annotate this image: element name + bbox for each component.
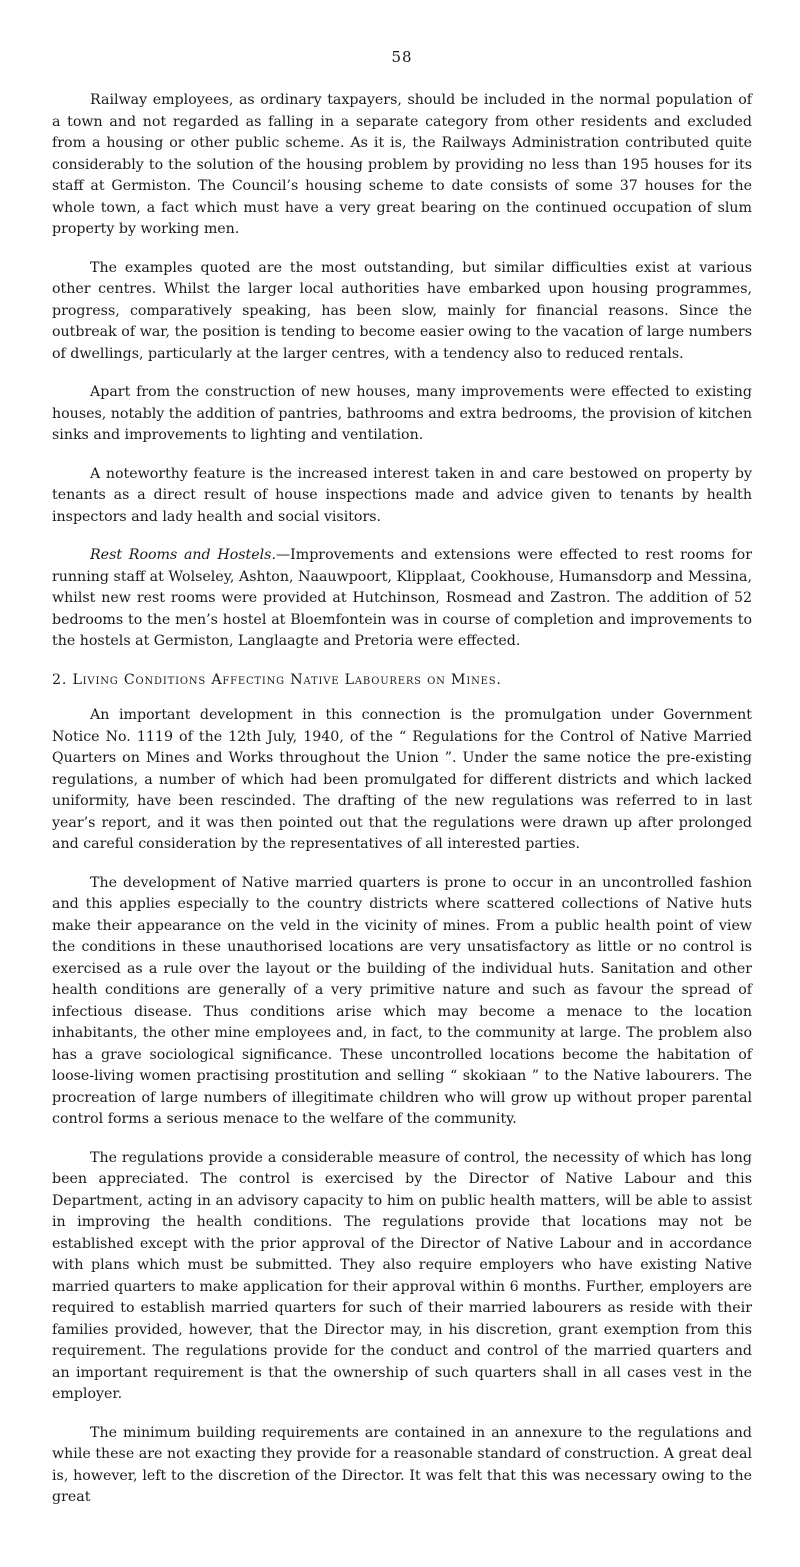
page-number: 58: [391, 48, 413, 66]
paragraph-rest-rooms: [52, 545, 752, 653]
paragraph-government-notice: An important development in this connection is the promulgation under Government Notice No. 1119 of the 12th July, 1940, of the “ Regulations for the Control of Native Married Quarters on Mines and Works throughout the Union ”. Under the same notice the pre-existing regulations, a number of which had been promulgated for different districts and which lacked uniformity, have been rescinded. The drafting of the new regulations was referred to in last year’s report, and it was then pointed out that the regulations were drawn up after prolonged and careful consideration by the representatives of all interested parties.: [52, 707, 752, 852]
paragraph-examples: The examples quoted are the most outstanding, but similar difficulties exist at various other centres. Whilst the larger local authorities have embarked upon housing programmes, progress, comparatively speaking, has been slow, mainly for financial reasons. Since the outbreak of war, the position is tending to become easier owing to the vacation of large numbers of dwellings, particularly at the larger centres, with a tendency also to reduced rentals.: [52, 259, 752, 362]
document-page: [52, 48, 752, 1526]
paragraph-uncontrolled-development: The development of Native married quarters is prone to occur in an uncontrolled fashion and this applies especially to the country districts where scattered collections of Native huts make their appearance on the veld in the vicinity of mines. From a public health point of view the conditions in these unauthorised locations are very unsatisfactory as little or no control is exercised as a rule over the layout or the building of the individual huts. Sanitation and other health conditions are generally of a very primitive nature and such as favour the spread of infectious disease. Thus conditions arise which may become a menace to the location inhabitants, the other mine employees and, in fact, to the community at large. The problem also has a grave sociological significance. These uncontrolled locations become the habitation of loose-living women practising prostitution and selling “ skokiaan ” to the Native labourers. The procreation of large numbers of illegitimate children who will grow up without proper parental control forms a serious menace to the welfare of the community.: [52, 874, 752, 1127]
paragraph-tenant-interest: A noteworthy feature is the increased interest taken in and care bestowed on property by tenants as a direct result of house inspections made and advice given to tenants by health inspectors and lady health and social visitors.: [52, 465, 752, 525]
section-heading-living-conditions: 2. Living Conditions Affecting Native Labourers on Mines.: [52, 671, 502, 688]
paragraph-railway-employees: Railway employees, as ordinary taxpayers, should be included in the normal population of a town and not regarded as falling in a separate category from other residents and excluded from a housing or other public scheme. As it is, the Railways Administration contributed quite considerably to the solution of the housing problem by providing no less than 195 houses for its staff at Germiston. The Council’s housing scheme to date consists of some 37 houses for the whole town, a fact which must have a very great bearing on the continued occupation of slum property by working men.: [52, 92, 752, 237]
rest-rooms-lead: Rest Rooms and Hostels.: [90, 547, 276, 563]
paragraph-building-requirements: The minimum building requirements are contained in an annexure to the regulations and while these are not exacting they provide for a reasonable standard of construction. A great deal is, however, left to the discretion of the Director. It was felt that this was necessary owing to the great: [52, 1424, 752, 1505]
paragraph-improvements: Apart from the construction of new houses, many improvements were effected to existing houses, notably the addition of pantries, bathrooms and extra bedrooms, the provision of kitchen sinks and improvements to lighting and ventilation.: [52, 384, 752, 443]
rest-rooms-body: —Improvements and extensions were effected to rest rooms for running staff at Wolseley, Ashton, Naauwpoort, Klipplaat, Cookhouse, Humansdorp and Messina, whilst new rest rooms were provided at Hutchinson, Rosmead and Zastron. The addition of 52 bedrooms to the men’s hostel at Bloemfontein was in course of completion and improvements to the hostels at Germiston, Langlaagte and Pretoria were effected.: [52, 547, 752, 649]
paragraph-regulations-control: The regulations provide a considerable measure of control, the necessity of which has long been appreciated. The control is exercised by the Director of Native Labour and this Department, acting in an advisory capacity to him on public health matters, will be able to assist in improving the health conditions. The regulations provide that locations may not be established except with the prior approval of the Director of Native Labour and in accordance with plans which must be submitted. They also require employers who have existing Native married quarters to make application for their approval within 6 months. Further, employers are required to establish married quarters for such of their married labourers as reside with their families provided, however, that the Director may, in his discretion, grant exemption from this requirement. The regulations provide for the conduct and control of the married quarters and an important requirement is that the ownership of such quarters shall in all cases vest in the employer.: [52, 1149, 752, 1402]
